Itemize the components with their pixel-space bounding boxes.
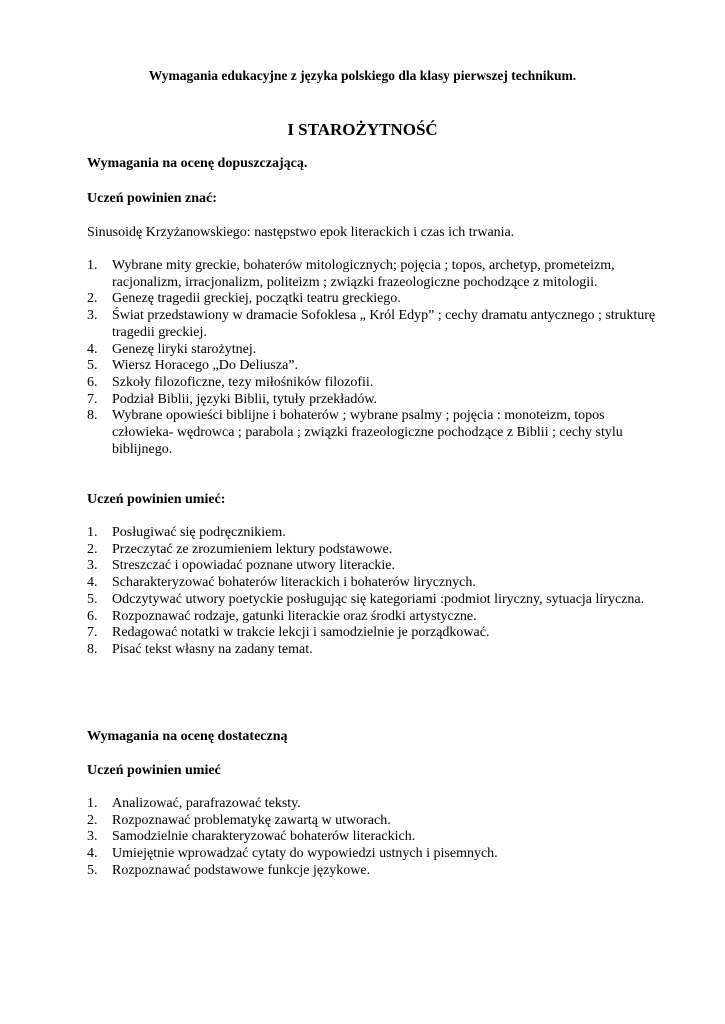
list-item-number: 4. bbox=[87, 846, 98, 862]
can-list bbox=[87, 525, 662, 659]
list-item bbox=[87, 625, 662, 642]
list-item-number: 5. bbox=[87, 358, 98, 374]
list-item bbox=[87, 829, 662, 846]
list-item-number: 1. bbox=[87, 796, 98, 811]
level1-heading: Wymagania na ocenę dopuszczającą. bbox=[87, 156, 308, 171]
list-item-number: 5. bbox=[87, 862, 98, 878]
list-item bbox=[87, 308, 662, 341]
list-item bbox=[87, 575, 662, 592]
list-item-text: Pisać tekst własny na zadany temat. bbox=[112, 641, 313, 657]
list-item-text: Podział Biblii, języki Biblii, tytuły przekładów. bbox=[112, 391, 378, 407]
list-item-text: Posługiwać się podręcznikiem. bbox=[112, 525, 286, 540]
list-item-number: 2. bbox=[87, 291, 98, 307]
list-item-text: Scharakteryzować bohaterów literackich i bohaterów lirycznych. bbox=[112, 575, 476, 591]
list-item bbox=[87, 609, 662, 626]
list-item-number: 7. bbox=[87, 625, 98, 641]
list-item-text: Redagować notatki w trakcie lekcji i samodzielnie je porządkować. bbox=[112, 625, 490, 641]
list-item-text: Rozpoznawać podstawowe funkcje językowe. bbox=[112, 862, 371, 878]
list-item-number: 1. bbox=[87, 525, 98, 540]
list-item bbox=[87, 592, 662, 609]
list-item bbox=[87, 863, 662, 880]
list-item-text: Przeczytać ze zrozumieniem lektury podstawowe. bbox=[112, 541, 393, 557]
list-item-text: Świat przedstawiony w dramacie Sofoklesa „ Król Edyp” ; cechy dramatu antycznego ; strukturę tragedii greckiej. bbox=[112, 308, 656, 340]
list-item-text: Analizować, parafrazować teksty. bbox=[112, 796, 301, 811]
list-item bbox=[87, 291, 662, 308]
list-item-number: 3. bbox=[87, 308, 98, 324]
list-item bbox=[87, 542, 662, 559]
list-item-number: 4. bbox=[87, 341, 98, 357]
list-item-text: Wybrane opowieści biblijne i bohaterów ; wybrane psalmy ; pojęcia : monoteizm, topos człowieka- wędrowca ; parabola ; związki frazeologiczne pochodzące z Biblii ; cechy stylu biblijnego. bbox=[112, 408, 623, 457]
list-item-text: Rozpoznawać rodzaje, gatunki literackie oraz środki artystyczne. bbox=[112, 608, 477, 624]
list-item-text: Streszczać i opowiadać poznane utwory literackie. bbox=[112, 558, 395, 574]
list-item-number: 6. bbox=[87, 374, 98, 390]
list-item-text: Genezę liryki starożytnej. bbox=[112, 341, 257, 357]
know-heading: Uczeń powinien znać: bbox=[87, 191, 217, 206]
level2-heading: Wymagania na ocenę dostateczną bbox=[87, 729, 288, 744]
list-item-number: 7. bbox=[87, 391, 98, 407]
list-item bbox=[87, 258, 662, 291]
know-list bbox=[87, 258, 662, 458]
list-item-number: 3. bbox=[87, 558, 98, 574]
list-item-number: 1. bbox=[87, 258, 98, 273]
list-item bbox=[87, 525, 662, 542]
list-item bbox=[87, 358, 662, 375]
list-item-text: Umiejętnie wprowadzać cytaty do wypowiedzi ustnych i pisemnych. bbox=[112, 846, 498, 862]
list-item bbox=[87, 408, 662, 458]
list-item-number: 2. bbox=[87, 812, 98, 828]
list-item bbox=[87, 375, 662, 392]
list-item-text: Wybrane mity greckie, bohaterów mitologicznych; pojęcia ; topos, archetyp, prometeizm, racjonalizm, irracjonalizm, politeizm ; związki frazeologiczne pochodzące z mitologii. bbox=[112, 258, 615, 290]
list-item bbox=[87, 342, 662, 359]
list-item-number: 2. bbox=[87, 541, 98, 557]
document-title: Wymagania edukacyjne z języka polskiego dla klasy pierwszej technikum. bbox=[148, 68, 577, 83]
list-item-text: Genezę tragedii greckiej, początki teatru greckiego. bbox=[112, 291, 401, 307]
intro-paragraph: Sinusoidę Krzyżanowskiego: następstwo epok literackich i czas ich trwania. bbox=[87, 225, 515, 240]
level2-can-list bbox=[87, 796, 662, 880]
list-item-number: 8. bbox=[87, 408, 98, 424]
list-item-number: 5. bbox=[87, 591, 98, 607]
list-item bbox=[87, 846, 662, 863]
list-item bbox=[87, 642, 662, 659]
list-item-text: Wiersz Horacego „Do Deliusza”. bbox=[112, 358, 299, 374]
level2-can-heading: Uczeń powinien umieć bbox=[87, 763, 221, 778]
list-item bbox=[87, 558, 662, 575]
can-heading: Uczeń powinien umieć: bbox=[87, 492, 226, 507]
list-item-number: 4. bbox=[87, 575, 98, 591]
section-title: I STAROŻYTNOŚĆ bbox=[287, 120, 438, 139]
list-item-number: 6. bbox=[87, 608, 98, 624]
list-item-number: 3. bbox=[87, 829, 98, 845]
list-item-text: Rozpoznawać problematykę zawartą w utworach. bbox=[112, 812, 391, 828]
list-item-text: Odczytywać utwory poetyckie posługując się kategoriami :podmiot liryczny, sytuacja liryczna. bbox=[112, 591, 645, 607]
list-item bbox=[87, 796, 662, 813]
list-item bbox=[87, 813, 662, 830]
list-item-text: Samodzielnie charakteryzować bohaterów literackich. bbox=[112, 829, 416, 845]
list-item-text: Szkoły filozoficzne, tezy miłośników filozofii. bbox=[112, 374, 374, 390]
list-item-number: 8. bbox=[87, 641, 98, 657]
list-item bbox=[87, 392, 662, 409]
